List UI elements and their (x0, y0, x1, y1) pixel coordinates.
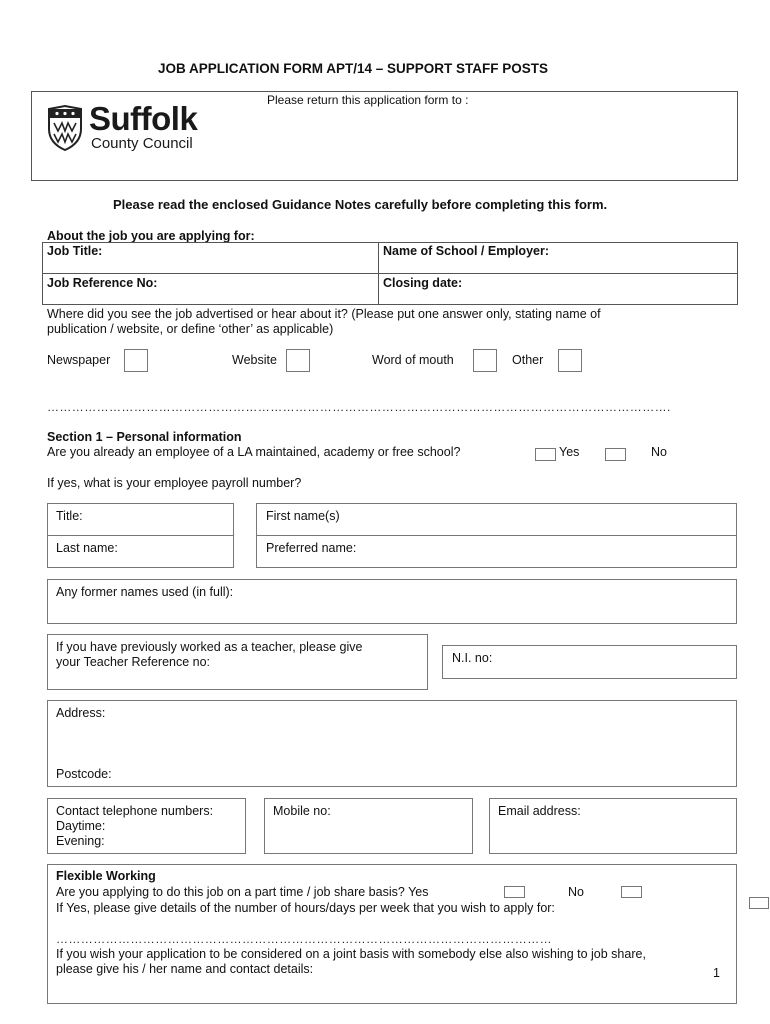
flexible-no-label: No (568, 885, 584, 899)
teacher-ref-line1: If you have previously worked as a teacher, please give (56, 640, 363, 654)
advert-question-line2: publication / website, or define ‘other’ as applicable) (47, 322, 334, 336)
section1-heading: Section 1 – Personal information (47, 430, 242, 444)
word-of-mouth-label: Word of mouth (372, 353, 454, 367)
flexible-no-checkbox[interactable] (621, 886, 642, 898)
word-of-mouth-checkbox[interactable] (473, 349, 497, 372)
newspaper-label: Newspaper (47, 353, 111, 367)
employee-no-checkbox[interactable] (605, 448, 626, 461)
newspaper-checkbox[interactable] (124, 349, 148, 372)
employee-yes-checkbox[interactable] (535, 448, 556, 461)
job-heading: About the job you are applying for: (47, 229, 255, 243)
title-field[interactable]: Title: (56, 509, 83, 523)
logo-name: Suffolk (89, 100, 198, 137)
guidance-note: Please read the enclosed Guidance Notes carefully before completing this form. (113, 197, 608, 212)
ni-label: N.I. no: (452, 651, 493, 665)
return-text: Please return this application form to : (267, 93, 469, 107)
job-title-field[interactable]: Job Title: (47, 244, 103, 258)
closing-date-field[interactable]: Closing date: (383, 276, 463, 290)
suffolk-crest-icon (45, 103, 85, 153)
flexible-heading: Flexible Working (56, 869, 156, 883)
address-box[interactable] (47, 700, 737, 787)
payroll-question: If yes, what is your employee payroll number? (47, 476, 302, 490)
mobile-label: Mobile no: (273, 804, 331, 818)
email-label: Email address: (498, 804, 581, 818)
other-checkbox[interactable] (558, 349, 582, 372)
employee-yes-label: Yes (559, 445, 580, 459)
website-label: Website (232, 353, 277, 367)
name-divider-right (256, 535, 737, 536)
job-table-hdivider (42, 273, 738, 274)
teacher-ref-line2: your Teacher Reference no: (56, 655, 211, 669)
flexible-question2: If Yes, please give details of the number of hours/days per week that you wish to apply for: (56, 901, 555, 915)
employee-question: Are you already an employee of a LA maintained, academy or free school? (47, 445, 461, 459)
postcode-label: Postcode: (56, 767, 112, 781)
page-number: 1 (713, 966, 720, 980)
preferred-name-field[interactable]: Preferred name: (266, 541, 357, 555)
school-field[interactable]: Name of School / Employer: (383, 244, 550, 258)
last-name-field[interactable]: Last name: (56, 541, 118, 555)
flexible-question4: please give his / her name and contact details: (56, 962, 314, 976)
form-title: JOB APPLICATION FORM APT/14 – SUPPORT STAFF POSTS (158, 61, 549, 76)
website-checkbox[interactable] (286, 349, 310, 372)
job-reference-field[interactable]: Job Reference No: (47, 276, 158, 290)
first-name-field[interactable]: First name(s) (266, 509, 340, 523)
evening-label: Evening: (56, 834, 105, 848)
logo-sub: County Council (91, 135, 193, 152)
flexible-hours-answer-line[interactable]: ………………………………………………………………………………………………………… (56, 932, 552, 946)
contact-label: Contact telephone numbers: (56, 804, 214, 818)
suffolk-logo (45, 100, 215, 155)
margin-checkbox[interactable] (749, 897, 769, 909)
flexible-question1: Are you applying to do this job on a part time / job share basis? Yes (56, 885, 429, 899)
name-divider-left (47, 535, 234, 536)
former-names-label: Any former names used (in full): (56, 585, 234, 599)
advert-answer-line[interactable]: ……………………………………………………………………………………………………………………………………. (47, 400, 671, 414)
flexible-yes-checkbox[interactable] (504, 886, 525, 898)
advert-question-line1: Where did you see the job advertised or hear about it? (Please put one answer only, stating name of (47, 307, 601, 321)
employee-no-label: No (651, 445, 667, 459)
daytime-label: Daytime: (56, 819, 106, 833)
address-label: Address: (56, 706, 106, 720)
other-label: Other (512, 353, 544, 367)
flexible-question3: If you wish your application to be considered on a joint basis with somebody else also wishing to job share, (56, 947, 646, 961)
